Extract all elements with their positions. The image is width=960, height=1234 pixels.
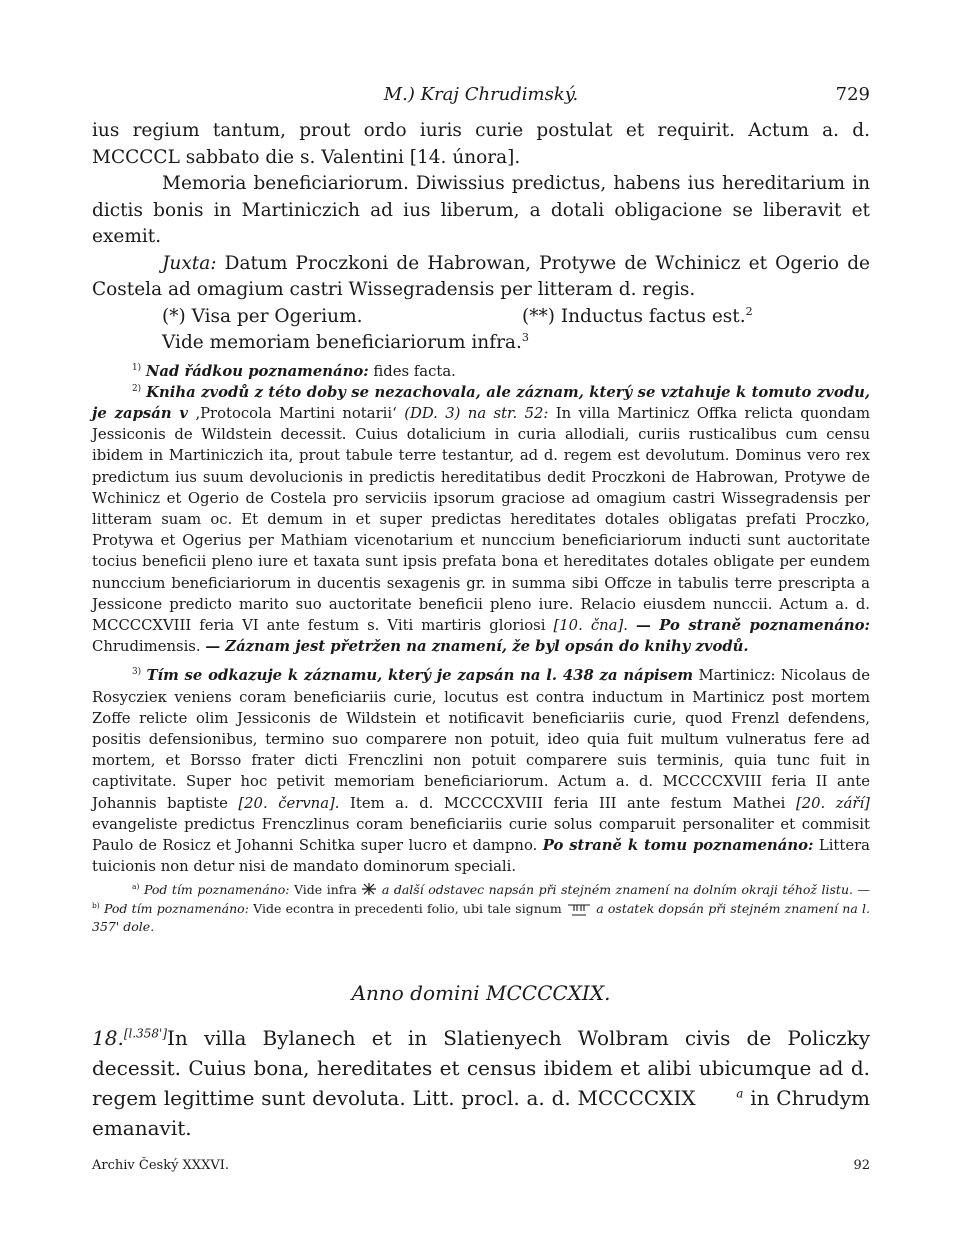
footnote-2-text: In villa Martinicz Offka relicta quondam Jessiconis de Wildstein decessit. Cuius dotalicium in curia allodiali, curiis rusticalibus cum censu ibidem in Martiniczich ita, prout tabule terre testantur, ad d. regem est devolutum. Dominus vero rex predictum ius suum devolucionis in predictis hereditatibus dedit Proczkoni de Habrowan, Protywe de Wchinicz et Ogerio de Costela pro serviciis ipsorum graciose ad omagium castri Wissegradensis per litteram suam oc. Et demum in et super predictas hereditates dotales obligatas prefati Proczko, Protywa et Ogerius per Mathiam vicenotarium et nunccium beneficiariorum inducti sunt auctoritate tocius beneficii pleno iure et taxata sunt ipsis prefata bona et hereditates dotales obligate per eundem nunccium beneficiariorum in ducentis sexagenis gr. in summa sibi Offcze in tabulis terre prescripta a Jessicone predicto marito suo auctoritate beneficii pleno iure. Relacio eiusdem nunccii. Actum a. d. MCCCCXVIII feria VI ante festum s. Viti martiris gloriosi — [92, 404, 870, 634]
page — [92, 84, 870, 1143]
footnote-2-italic: Kniha zvodů z této doby se nezachovala, ale záznam, který se vztahuje k tomuto zvodu, je zapsán v — [92, 383, 870, 422]
footnote-1-text: fides facta. — [373, 362, 456, 380]
footnote-3-tail-italic: Po straně k tomu poznamenáno: — [542, 836, 814, 854]
footer-sheet-number: 92 — [853, 1158, 870, 1173]
textual-note-a-italic: Pod tím poznamenáno: — [143, 882, 290, 898]
footnote-3-text-3: evangeliste predictus Frenczlinus coram beneficiariis curie solus comparuit personaliter et commisit Paulo de Rosicz et Johanni Schitka super lucro et dampno. — [92, 815, 870, 854]
footnote-3-text-2: Item a. d. MCCCCXVIII feria III ante festum Mathei — [350, 794, 786, 812]
footnote-2-tail-italic: — Po straně poznamenáno: — [635, 616, 870, 634]
entry-folio: [l.358'] — [123, 1026, 168, 1041]
paragraph-4 — [92, 330, 870, 357]
entry-18 — [92, 1023, 870, 1143]
entry-18-text — [92, 1023, 870, 1143]
running-header — [92, 84, 870, 118]
footnote-1-mark: 1) — [132, 362, 142, 373]
paragraph-1: ius regium tantum, prout ordo iuris curie postulat et requirit. Actum a. d. MCCCCL sabbato die s. Valentini [14. února]. — [92, 120, 870, 168]
textual-note-a-text: Vide infra — [293, 882, 357, 898]
footnote-2-ref: (DD. 3) na str. 52: — [404, 404, 549, 422]
note-visa: (*) Visa per Ogerium. — [162, 305, 363, 327]
footnote-2-mark: 2) — [132, 383, 142, 394]
section-heading: Anno domini MCCCCXIX. — [351, 980, 611, 1005]
note-inductus-text: (**) Inductus factus est. — [522, 305, 746, 327]
notes-line — [92, 304, 870, 331]
footnotes — [92, 361, 870, 878]
textual-note-b-italic: Pod tím poznamenáno: — [103, 900, 249, 916]
paragraph-4-text: Vide memoriam beneficiariorum infra. — [162, 332, 522, 353]
footnote-3-mark: 3) — [132, 667, 142, 678]
running-title: M.) Kraj Chrudimský. — [383, 84, 579, 105]
entry-body: In villa Bylanech et in Slatienyech Wolbram civis de Policzky decessit. Cuius bona, hereditates et census ibidem et alibi ubicumque ad d. regem legittime sunt devoluta. Litt. procl. a. d. MCCCCXIX — [92, 1025, 870, 1110]
cross-sign-icon — [361, 882, 377, 896]
textual-note-a-b — [92, 881, 870, 937]
double-bar-sign-icon — [566, 901, 592, 917]
footnote-2-date: [10. čna]. — [553, 616, 628, 634]
main-text — [92, 118, 870, 357]
textual-note-b-italic-2: a ostatek dopsán při stejném znamení na l. 357' dole. — [92, 900, 870, 935]
footnote-1 — [92, 361, 870, 382]
juxta-label: Juxta: — [162, 252, 217, 274]
footnote-2-quote: ‚Protocola Martini notarii‘ — [195, 404, 397, 422]
footnote-1-italic: Nad řádkou poznamenáno: — [145, 362, 369, 380]
page-number: 729 — [835, 84, 870, 105]
footnote-3-date-1: [20. června]. — [238, 794, 340, 812]
footnote-ref-2: 2 — [745, 304, 753, 318]
footnote-2-tail-italic-2: — Záznam jest přetržen na znamení, že byl opsán do knihy zvodů. — [205, 638, 749, 656]
textual-note-b-mark: b) — [92, 900, 100, 910]
footnote-3-tail-text: Littera tuicionis non detur nisi de mandato dominorum speciali. — [92, 836, 870, 876]
footnote-3-text: Martinicz: Nicolaus de Rosyczieк veniens coram beneficiariis curie, locutus est contra inductum in Martinicz post mortem Zoffe relicte olim Jessiconis de Wildstein et notificavit beneficiariis curie, quod Frenzl defendens, positis defensionibus, termino suo comparere non potuit, ideo quia fuit multum vulneratus fere ad mortem, et Borsso frater dicti Frenczlini non potuit comparere suis terminis, quia tunc fuit in captivitate. Super hoc petivit memoriam beneficiariorum. Actum a. d. MCCCCXVIII feria II ante Johannis baptiste — [92, 667, 870, 812]
entry-number: 18. — [92, 1025, 124, 1050]
footnote-2 — [92, 382, 870, 658]
textual-note-b-text: Vide econtra in precedenti folio, ubi tale signum — [253, 900, 562, 916]
entry-note-ref: a — [736, 1086, 744, 1101]
paragraph-3 — [92, 251, 870, 304]
footnote-2-tail-text: Chrudimensis. — [92, 638, 201, 656]
footnote-ref-3: 3 — [521, 330, 529, 344]
entry-tail: in Chrudym emanavit. — [92, 1085, 871, 1140]
paragraph-2: Memoria beneficiariorum. Diwissius predictus, habens ius hereditarium in dictis bonis in Martiniczich ad ius liberum, a dotali obligacione se liberavit et exemit. — [92, 173, 870, 247]
textual-note-a-italic-2: a další odstavec napsán při stejném znamení na dolním okraji téhož listu. — — [381, 882, 870, 898]
textual-notes — [92, 881, 870, 937]
page-footer — [92, 1158, 870, 1173]
footer-signature: Archiv Český XXXVI. — [92, 1158, 229, 1173]
footnote-3-date-2: [20. září] — [795, 794, 870, 812]
footnote-3 — [92, 665, 870, 877]
textual-note-a-mark: a) — [132, 882, 140, 892]
note-inductus — [522, 304, 753, 331]
paragraph-3-text: Datum Proczkoni de Habrowan, Protywe de Wchinicz et Ogerio de Costela ad omagium castri Wissegradensis per litteram d. regis. — [92, 252, 870, 300]
footnote-3-italic: Tím se odkazuje k záznamu, který je zapsán na l. 438 za nápisem — [146, 667, 694, 685]
